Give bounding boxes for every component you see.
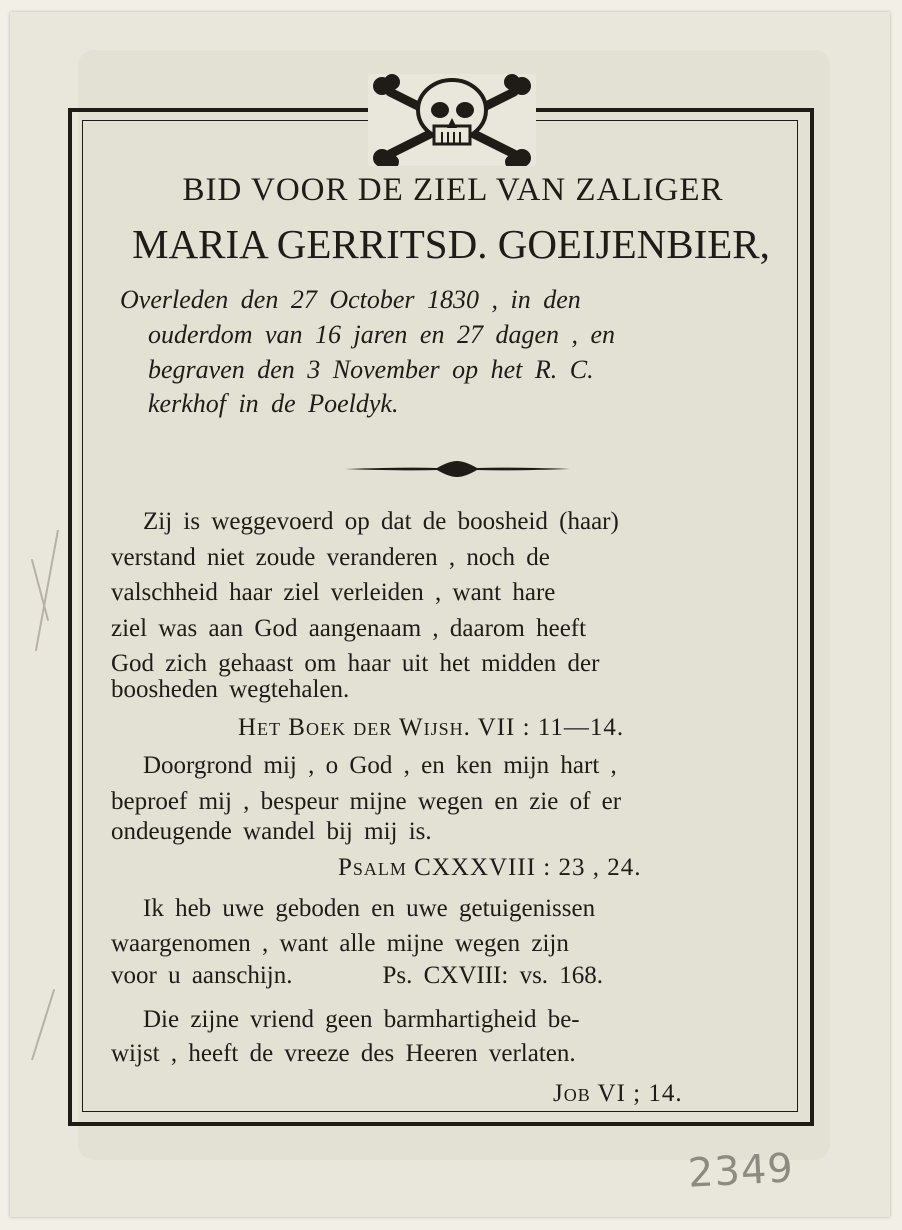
scripture-reference: Het Boek der Wijsh. VII : 11—14. xyxy=(238,714,625,741)
passage-line: valschheid haar ziel verleiden , want hare xyxy=(111,579,556,606)
obituary-line: Overleden den 27 October 1830 , in den xyxy=(120,285,581,314)
passage-line: Die zijne vriend geen barmhartigheid be- xyxy=(143,1006,580,1033)
passage-line: boosheden wegtehalen. xyxy=(111,676,350,703)
skull-and-crossbones-icon xyxy=(368,74,536,166)
catalog-number: 2349 xyxy=(686,1145,795,1197)
passage-line: wijst , heeft de vreeze des Heeren verlaten. xyxy=(111,1040,576,1067)
passage-line: Zij is weggevoerd op dat de boosheid (haar) xyxy=(143,508,619,535)
heading-prayer-line: BID VOOR DE ZIEL VAN ZALIGER xyxy=(182,172,724,208)
passage-line: beproef mij , bespeur mijne wegen en zie of er xyxy=(111,788,622,815)
obituary-line: ouderdom van 16 jaren en 27 dagen , en xyxy=(148,320,616,349)
pencil-marks xyxy=(18,530,78,1060)
heading-deceased-name: MARIA GERRITSD. GOEIJENBIER, xyxy=(132,221,770,267)
passage-line: God zich gehaast om haar uit het midden der xyxy=(111,650,600,677)
passage-line: Doorgrond mij , o God , en ken mijn hart , xyxy=(143,752,617,779)
scripture-reference: Psalm CXXXVIII : 23 , 24. xyxy=(338,854,642,881)
obituary-line: kerkhof in de Poeldyk. xyxy=(148,389,399,418)
passage-line: voor u aanschijn. Ps. CXVIII: vs. 168. xyxy=(111,962,604,989)
obituary-line: begraven den 3 November op het R. C. xyxy=(148,355,594,384)
scripture-reference: Job VI ; 14. xyxy=(553,1080,683,1107)
passage-line: Ik heb uwe geboden en uwe getuigenissen xyxy=(143,895,596,922)
passage-line: ondeugende wandel bij mij is. xyxy=(111,818,432,845)
ornamental-divider-icon xyxy=(345,460,570,478)
passage-line: verstand niet zoude veranderen , noch de xyxy=(111,544,550,571)
passage-line: waargenomen , want alle mijne wegen zijn xyxy=(111,930,569,957)
passage-line: ziel was aan God aangenaam , daarom heeft xyxy=(111,615,587,642)
